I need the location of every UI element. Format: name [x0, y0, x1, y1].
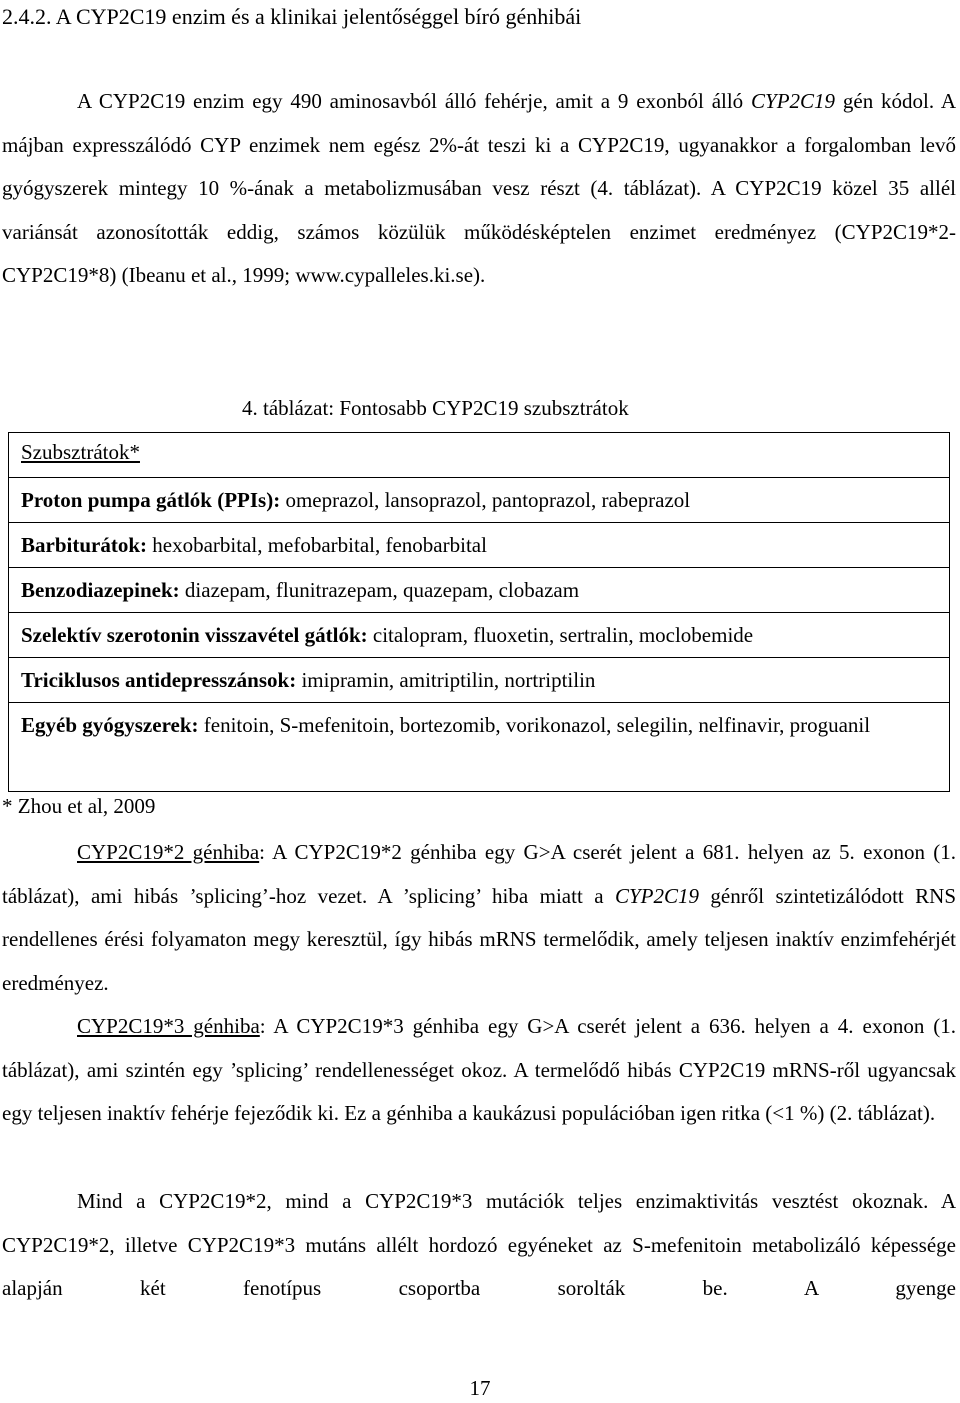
table-row: [9, 613, 950, 658]
row-label: Barbiturátok:: [21, 533, 147, 557]
cyp2c19-3-paragraph: [2, 1005, 956, 1136]
section-heading: 2.4.2. A CYP2C19 enzim és a klinikai jelentőséggel bíró génhibái: [2, 4, 582, 29]
term-cyp2c19-2: CYP2C19*2 génhiba: [77, 840, 260, 864]
row-label: Egyéb gyógyszerek:: [21, 713, 199, 737]
table-footnote: * Zhou et al, 2009: [2, 794, 156, 818]
gene-name-italic: CYP2C19: [614, 883, 699, 908]
table-row: [9, 478, 950, 523]
row-text: fenitoin, S-mefenitoin, bortezomib, vorikonazol, selegilin, nelfinavir, proguanil: [198, 713, 871, 737]
row-label: Proton pumpa gátlók (PPIs):: [21, 488, 281, 512]
row-text: diazepam, flunitrazepam, quazepam, clobazam: [179, 578, 580, 602]
para2-text-a: : A CYP2C19*2 génhiba egy G>A cserét jelent a 681. helyen az 5. exonon (1. táblázat), ami hibás ’splicing’-hoz vezet. A ’splicing’ hiba miatt a: [2, 840, 956, 908]
row-label: Triciklusos antidepresszánsok:: [21, 668, 297, 692]
table-header-row: [9, 433, 950, 478]
intro-text-2: gén kódol. A májban expresszálódó CYP enzimek nem egész 2%-át teszi ki a CYP2C19, ugyanakkor a forgalomban levő gyógyszerek mintegy 10 %-ának a metabolizmusában vesz részt (4. táblázat). A CYP2C19 közel 35 allél variánsát azonosították eddig, számos közülük működésképtelen enzimet eredményez (CYP2C19*2-CYP2C19*8) (Ibeanu et al., 1999; www.cypalleles.ki.se).: [2, 89, 956, 288]
page-number: 17: [469, 1376, 491, 1400]
substrates-table: [8, 432, 950, 792]
table-row: [9, 523, 950, 568]
row-text: hexobarbital, mefobarbital, fenobarbital: [147, 533, 487, 557]
row-text: citalopram, fluoxetin, sertralin, moclobemide: [367, 623, 754, 647]
table-row: [9, 658, 950, 703]
mutations-paragraph: [2, 1180, 956, 1311]
table-row: [9, 568, 950, 613]
para2-text-b: génről szintetizálódott RNS rendellenes érési folyamaton megy keresztül, így hibás mRNS termelődik, amely teljesen inaktív enzimfehérjét eredményez.: [2, 883, 957, 995]
para4-text: Mind a CYP2C19*2, mind a CYP2C19*3 mutációk teljes enzimaktivitás vesztést okoznak. A CYP2C19*2, illetve CYP2C19*3 mutáns allélt hordozó egyéneket az S-mefenitoin metabolizáló képessége alapján két fenotípus csoportba sorolták be. A gyenge: [2, 1189, 956, 1301]
row-text: imipramin, amitriptilin, nortriptilin: [296, 668, 596, 692]
gene-name-italic: CYP2C19: [751, 89, 836, 113]
intro-paragraph: [2, 80, 956, 298]
intro-text-1: A CYP2C19 enzim egy 490 aminosavból álló fehérje, amit a 9 exonból álló: [77, 89, 752, 113]
cyp2c19-2-paragraph: [2, 831, 956, 1005]
row-label: Szelektív szerotonin visszavétel gátlók:: [21, 623, 368, 647]
table-header: Szubsztrátok*: [21, 440, 140, 464]
para3-text-a: : A CYP2C19*3 génhiba egy G>A cserét jelent a 636. helyen a 4. exonon (1. táblázat), ami szintén egy ’splicing’ rendellenességet okoz. A termelődő hibás CYP2C19 mRNS-ről ugyancsak egy teljesen inaktív fehérje fejeződik ki. Ez a génhiba a kaukázusi populációban igen ritka (<1 %) (2. táblázat).: [2, 1014, 956, 1126]
table-caption: 4. táblázat: Fontosabb CYP2C19 szubsztrátok: [242, 396, 629, 420]
row-label: Benzodiazepinek:: [21, 578, 180, 602]
table-row: [9, 703, 950, 792]
row-text: omeprazol, lansoprazol, pantoprazol, rabeprazol: [280, 488, 691, 512]
term-cyp2c19-3: CYP2C19*3 génhiba: [77, 1014, 260, 1038]
